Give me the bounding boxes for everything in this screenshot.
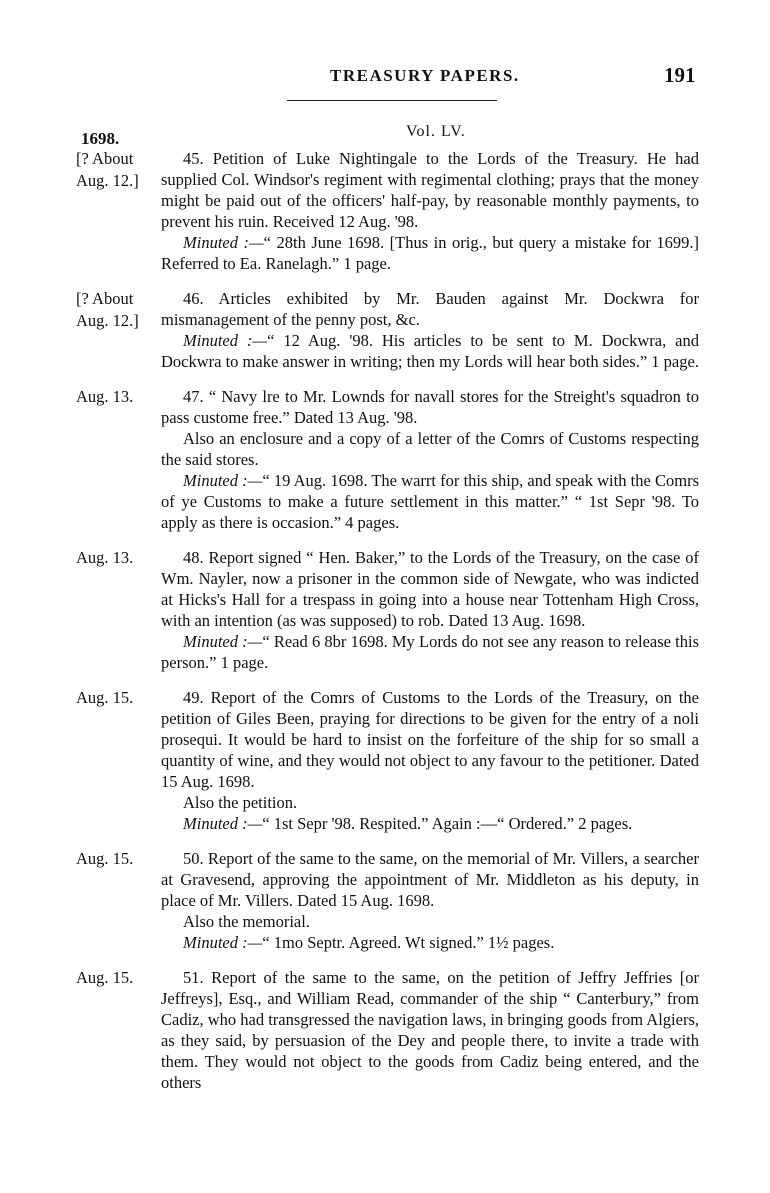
entry [0, 687, 770, 834]
entry [0, 848, 770, 953]
entry-text: 47. “ Navy lre to Mr. Lownds for navall stores for the Streight's squadron to pass custome free.” Dated 13 Aug. '98. [161, 387, 699, 427]
entry-date: Aug. 15. [76, 968, 134, 987]
minuted-text: “ 12 Aug. '98. His articles to be sent to M. Dockwra, and Dockwra to make answer in writing; then my Lords will hear both sides.” 1 page. [161, 331, 699, 371]
entry-also: Also an enclosure and a copy of a letter of the Comrs of Customs respecting the said stores. [161, 429, 699, 469]
minuted-text: “ 19 Aug. 1698. The warrt for this ship, and speak with the Comrs of ye Customs to make a future settlement in this matter.” “ 1st Sepr '98. To apply as there is occasion.” 4 pages. [161, 471, 699, 532]
margin-year: 1698. [81, 129, 120, 148]
entry-date: [? About Aug. 12.] [76, 289, 139, 330]
minuted-label: Minuted :— [183, 933, 263, 952]
running-header-title: TREASURY PAPERS. [330, 66, 520, 85]
entries-list [0, 148, 770, 1107]
entry-body [161, 687, 699, 834]
minuted-label: Minuted :— [183, 471, 263, 490]
header-rule [287, 100, 497, 101]
entry-date: Aug. 15. [76, 688, 134, 707]
entry-text: 45. Petition of Luke Nightingale to the Lords of the Treasury. He had supplied Col. Windsor's regiment with regimental clothing; prays that the money might be paid out of the officers' half-pay, by reasonable monthly payments, to prevent his ruin. Received 12 Aug. '98. [161, 149, 699, 231]
entry [0, 547, 770, 673]
entry-text: 51. Report of the same to the same, on the petition of Jeffry Jeffries [or Jeffreys], Esq., and William Read, commander of the ship “ Canterbury,” from Cadiz, who had transgressed the navigation laws, in bringing goods from Algiers, as they said, by persuasion of the Dey and people there, to invite a trade with them. They would not object to the goods from Cadiz being entered, and the others [161, 968, 699, 1092]
minuted-text: “ Read 6 8br 1698. My Lords do not see any reason to release this person.” 1 page. [161, 632, 699, 672]
entry-text: 48. Report signed “ Hen. Baker,” to the Lords of the Treasury, on the case of Wm. Nayler, now a prisoner in the common side of Newgate, who was indicted at Hicks's Hall for a trespass in going into a house near Tottenham High Cross, with an intention (as was supposed) to rob. Dated 13 Aug. 1698. [161, 548, 699, 630]
entry-minuted [161, 470, 699, 533]
entry-text: 46. Articles exhibited by Mr. Bauden against Mr. Dockwra for mismanagement of the penny post, &c. [161, 289, 699, 329]
entry-body [161, 547, 699, 673]
entry-minuted [161, 330, 699, 372]
entry-date: Aug. 13. [76, 387, 134, 406]
minuted-label: Minuted :— [183, 814, 263, 833]
entry-text: 49. Report of the Comrs of Customs to the Lords of the Treasury, on the petition of Giles Been, praying for directions to be given for the entry of a noli prosequi. It would be hard to insist on the forfeiture of the ship for so small a quantity of wine, and they would not object to any favour to the petitioner. Dated 15 Aug. 1698. [161, 688, 699, 791]
entry-date: [? About Aug. 12.] [76, 149, 139, 190]
minuted-text: “ 1st Sepr '98. Respited.” Again :—“ Ordered.” 2 pages. [262, 814, 633, 833]
entry-body [161, 386, 699, 533]
entry-minuted [161, 813, 699, 834]
minuted-text: “ 1mo Septr. Agreed. Wt signed.” 1½ pages. [262, 933, 555, 952]
page-number: 191 [664, 63, 696, 87]
entry-text: 50. Report of the same to the same, on the memorial of Mr. Villers, a searcher at Gravesend, approving the appointment of Mr. Middleton as his deputy, in place of Mr. Villers. Dated 15 Aug. 1698. [161, 849, 699, 910]
entry-minuted [161, 631, 699, 673]
volume-heading: Vol. LV. [406, 123, 466, 140]
entry-body [161, 848, 699, 953]
entry-body [161, 967, 699, 1093]
minuted-label: Minuted :— [183, 331, 268, 350]
entry-body [161, 288, 699, 372]
entry-also: Also the memorial. [183, 912, 310, 931]
minuted-label: Minuted :— [183, 632, 263, 651]
entry-minuted [161, 932, 699, 953]
entry [0, 148, 770, 274]
entry-body [161, 148, 699, 274]
entry [0, 967, 770, 1093]
entry-also: Also the petition. [183, 793, 298, 812]
minuted-text: “ 28th June 1698. [Thus in orig., but query a mistake for 1699.] Referred to Ea. Ranelagh.” 1 page. [161, 233, 699, 273]
entry-date: Aug. 15. [76, 849, 134, 868]
entry-minuted [161, 232, 699, 274]
entry [0, 386, 770, 533]
minuted-label: Minuted :— [183, 233, 264, 252]
entry-date: Aug. 13. [76, 548, 134, 567]
entry [0, 288, 770, 372]
